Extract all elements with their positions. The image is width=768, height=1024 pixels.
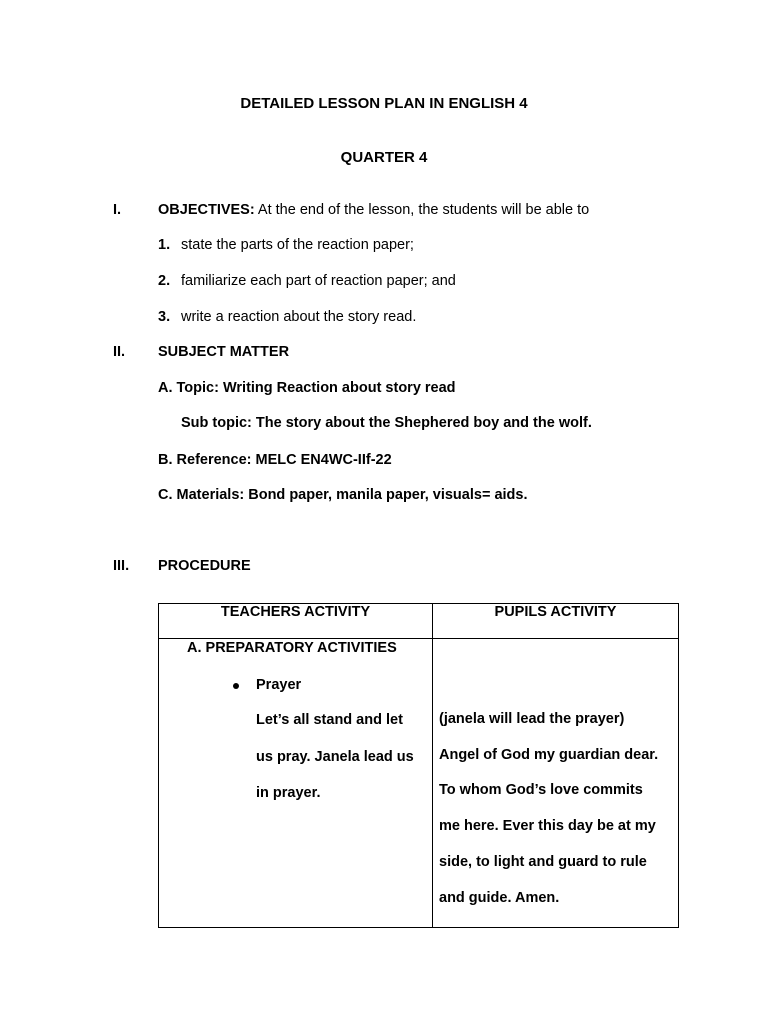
subject-matter-heading: SUBJECT MATTER bbox=[158, 344, 290, 360]
teacher-activity-cell bbox=[159, 639, 433, 928]
objective-number: 2. bbox=[158, 273, 171, 289]
subtopic-line: Sub topic: The story about the Shephered boy and the wolf. bbox=[181, 415, 592, 431]
teacher-line: us pray. Janela lead us bbox=[256, 749, 414, 765]
bullet-icon bbox=[233, 683, 239, 689]
teacher-line: Let’s all stand and let bbox=[256, 712, 403, 728]
pupil-line: To whom God’s love commits bbox=[439, 782, 643, 798]
objective-text: familiarize each part of reaction paper; and bbox=[181, 273, 456, 289]
pupil-activity-cell bbox=[433, 639, 679, 928]
objective-text: write a reaction about the story read. bbox=[181, 309, 417, 325]
pupil-line: Angel of God my guardian dear. bbox=[439, 747, 659, 763]
teacher-line: in prayer. bbox=[256, 785, 321, 801]
procedure-heading: PROCEDURE bbox=[158, 558, 251, 574]
pupil-line: (janela will lead the prayer) bbox=[439, 711, 625, 727]
table-row bbox=[159, 639, 679, 928]
objective-number: 3. bbox=[158, 309, 171, 325]
objective-text: state the parts of the reaction paper; bbox=[181, 237, 414, 253]
topic-line: A. Topic: Writing Reaction about story read bbox=[158, 380, 456, 396]
pupils-activity-header: PUPILS ACTIVITY bbox=[433, 604, 679, 639]
objective-number: 1. bbox=[158, 237, 171, 253]
table-header-row bbox=[159, 604, 679, 639]
teachers-activity-header: TEACHERS ACTIVITY bbox=[159, 604, 433, 639]
objectives-label: OBJECTIVES: bbox=[158, 202, 255, 218]
document-title: DETAILED LESSON PLAN IN ENGLISH 4 bbox=[240, 95, 528, 112]
procedure-numeral: III. bbox=[113, 558, 130, 574]
pupil-line: me here. Ever this day be at my bbox=[439, 818, 656, 834]
procedure-table bbox=[158, 603, 679, 928]
subject-matter-numeral: II. bbox=[113, 344, 126, 360]
pupil-line: side, to light and guard to rule bbox=[439, 854, 647, 870]
preparatory-activities-heading: A. PREPARATORY ACTIVITIES bbox=[187, 640, 397, 656]
objectives-intro: At the end of the lesson, the students will be able to bbox=[254, 202, 590, 218]
objectives-line bbox=[158, 202, 589, 218]
pupil-line: and guide. Amen. bbox=[439, 890, 560, 906]
prayer-label: Prayer bbox=[256, 677, 302, 693]
quarter-heading: QUARTER 4 bbox=[340, 149, 428, 166]
objectives-numeral: I. bbox=[113, 202, 122, 218]
reference-line: B. Reference: MELC EN4WC-IIf-22 bbox=[158, 452, 392, 468]
materials-line: C. Materials: Bond paper, manila paper, visuals= aids. bbox=[158, 487, 528, 503]
